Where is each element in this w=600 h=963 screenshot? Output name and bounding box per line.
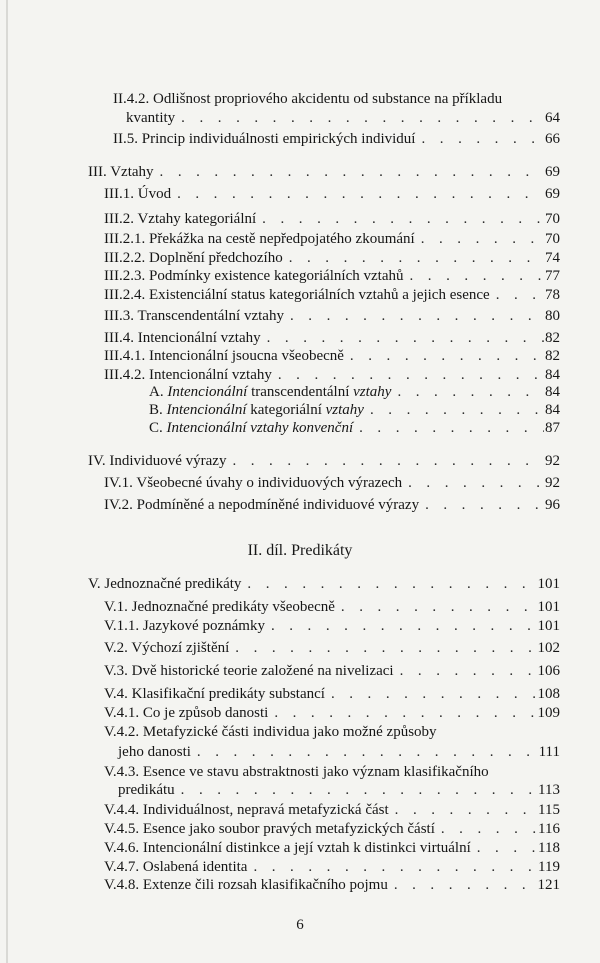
toc-page-number: 69 [545,164,560,180]
toc-label: V.2. Výchozí zjištění [104,640,230,656]
toc-page-number: 84 [545,384,560,400]
toc-page-number: 121 [537,877,560,893]
toc-label: III.4. Intencionální vztahy [104,330,261,346]
toc-page-number: 87 [545,420,560,436]
toc-label: III.4.2. Intencionální vztahy [104,367,272,383]
dot-leader [402,472,544,494]
dot-leader [284,305,544,327]
toc-entry [0,874,600,896]
toc-page-number: 82 [545,330,560,346]
toc-label: jeho danosti [118,744,191,760]
toc-label: V.4.1. Co je způsob danosti [104,705,269,721]
toc-entry [0,615,600,637]
toc-page-number: 108 [537,686,560,702]
toc-entry [0,637,600,659]
toc-entry [0,305,600,327]
toc-label: B. Intencionální kategoriální vztahy [149,402,364,418]
toc-entry [0,284,600,306]
dot-leader [154,161,544,183]
toc-label: V.4.6. Intencionální distinkce a její vztah k distinkci virtuální [104,840,471,856]
toc-page-number: 96 [545,497,560,513]
toc-page-number: 113 [538,782,560,798]
toc-label: IV.1. Všeobecné úvahy o individuových výrazech [104,475,403,491]
toc-page-number: 66 [545,131,560,147]
toc-page-number: 101 [537,576,560,592]
dot-leader [226,450,544,472]
toc-page-number: 92 [545,475,560,491]
toc-page-number: 82 [545,348,560,364]
toc-label: II.5. Princip individuálnosti empirických individuí [113,131,416,147]
toc-entry [0,208,600,230]
dot-leader [265,615,538,637]
dot-leader [175,779,538,801]
dot-leader [191,741,539,763]
toc-label: V.4.8. Extenze čili rozsah klasifikačního pojmu [104,877,388,893]
toc-entry [0,660,600,682]
toc-page-number: 115 [538,802,560,818]
toc-entry [0,472,600,494]
toc-label: V. Jednoznačné predikáty [88,576,242,592]
toc-label: II.4.2. Odlišnost propriového akcidentu od substance na příkladu [113,91,503,107]
toc-entry [0,161,600,183]
toc-entry [0,417,600,439]
toc-entry [0,779,600,801]
dot-leader [175,107,544,129]
toc-page-number: 77 [545,268,560,284]
dot-leader [415,128,544,150]
toc-page-number: 64 [545,110,560,126]
toc-label: III.4.1. Intencionální jsoucna všeobecně [104,348,344,364]
toc-label: C. Intencionální vztahy konvenční [149,420,354,436]
toc-entry [0,183,600,205]
toc-entry [0,741,600,763]
toc-page-number: 111 [538,744,560,760]
dot-leader [490,284,544,306]
toc-page-number: 69 [545,186,560,202]
dot-leader [241,573,537,595]
toc-page-number: 84 [545,402,560,418]
dot-leader [419,494,544,516]
toc-page-number: 109 [537,705,560,721]
toc-entry [0,128,600,150]
toc-label: A. Intencionální transcendentální vztahy [149,384,392,400]
toc-label: IV.2. Podmíněné a nepodmíněné individuové výrazy [104,497,420,513]
toc-label: V.4.4. Individuálnost, nepravá metafyzická část [104,802,389,818]
toc-page-number: 70 [545,231,560,247]
toc-label: V.4.7. Oslabená identita [104,859,248,875]
toc-page-number: 78 [545,287,560,303]
dot-leader [394,660,538,682]
toc-label: V.4.5. Esence jako soubor pravých metafyzických částí [104,821,435,837]
toc-page-number: 80 [545,308,560,324]
toc-label: III.2.1. Překážka na cestě nepředpojatého zkoumání [104,231,415,247]
dot-leader [388,874,538,896]
dot-leader [353,417,544,439]
toc-label: V.4.3. Esence ve stavu abstraktnosti jako význam klasifikačního [104,764,489,780]
toc-label: III.2.3. Podmínky existence kategoriálních vztahů [104,268,404,284]
toc-entry [0,450,600,472]
toc-page-number: 118 [538,840,560,856]
toc-label: V.4.2. Metafyzické části individua jako možné způsoby [104,724,437,740]
toc-label: V.1. Jednoznačné predikáty všeobecně [104,599,335,615]
toc-page-number: 84 [545,367,560,383]
toc-label: predikátu [118,782,175,798]
toc-page-number: 74 [545,250,560,266]
toc-label: III. Vztahy [88,164,154,180]
toc-label: III.2. Vztahy kategoriální [104,211,257,227]
dot-leader [256,208,544,230]
toc-page-number: 116 [538,821,560,837]
toc-page-number: 106 [537,663,560,679]
toc-label: III.3. Transcendentální vztahy [104,308,284,324]
toc-entry [0,573,600,595]
dot-leader [171,183,544,205]
toc-entry [0,107,600,129]
toc-label: IV. Individuové výrazy [88,453,227,469]
toc-page-number: 70 [545,211,560,227]
toc-label: III.1. Úvod [104,186,172,202]
page-number: 6 [296,917,304,933]
dot-leader [229,637,537,659]
part-heading: II. díl. Predikáty [247,542,353,559]
toc-page-number: 119 [538,859,560,875]
toc-page-number: 101 [537,618,560,634]
toc-entry [0,494,600,516]
toc-label: V.1.1. Jazykové poznámky [104,618,265,634]
toc-page-number: 101 [537,599,560,615]
toc-label: kvantity [126,110,176,126]
toc-label: III.2.4. Existenciální status kategoriálních vztahů a jejich esence [104,287,490,303]
toc-page-number: 92 [545,453,560,469]
toc-page-number: 102 [537,640,560,656]
toc-label: V.4. Klasifikační predikáty substancí [104,686,325,702]
toc-label: V.3. Dvě historické teorie založené na nivelizaci [104,663,394,679]
toc-label: III.2.2. Doplnění předchozího [104,250,283,266]
toc-entry [0,721,600,743]
